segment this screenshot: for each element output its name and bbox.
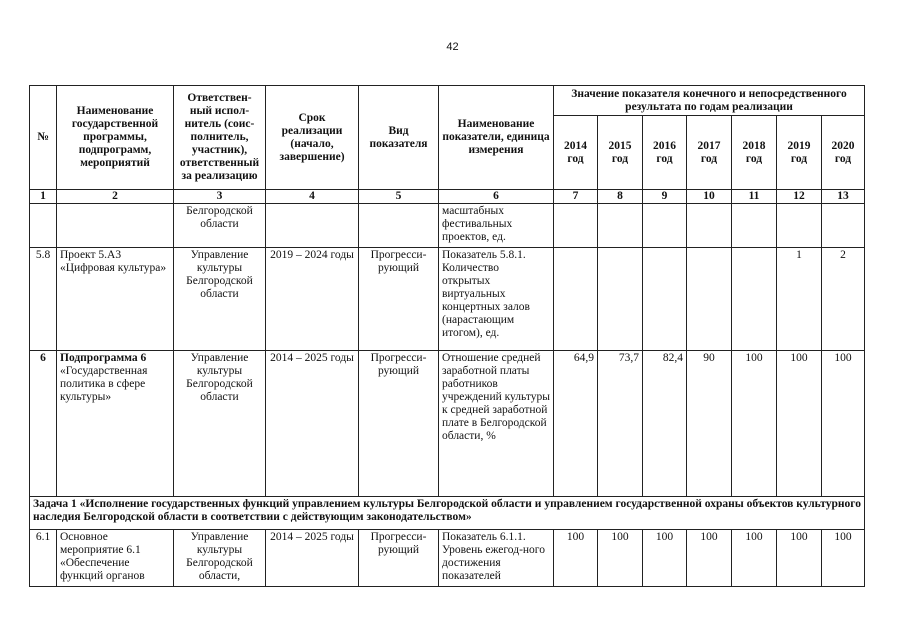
row-indicator: Отношение средней заработной платы работников учреждений культуры к средней заработной плате в Белгородской области, % xyxy=(439,351,554,497)
row-value: 1 xyxy=(777,248,822,351)
header-year: 2015 год xyxy=(598,116,643,190)
column-number: 9 xyxy=(643,190,687,204)
row-value xyxy=(554,204,598,248)
header-values-group: Значение показателя конечного и непосредственного результата по годам реализации xyxy=(554,86,865,116)
row-executor: Белгородской области xyxy=(174,204,266,248)
header-program: Наименование государственной программы, подпрограмм, мероприятий xyxy=(57,86,174,190)
row-value xyxy=(643,204,687,248)
row-value: 100 xyxy=(777,530,822,587)
row-program xyxy=(57,351,174,497)
row-value xyxy=(732,248,777,351)
row-num: 6 xyxy=(30,351,57,497)
column-number: 5 xyxy=(359,190,439,204)
row-value: 100 xyxy=(822,530,865,587)
task-text: Задача 1 «Исполнение государственных функций управлением культуры Белгородской области и управлением государственной охраны объектов культурного наследия Белгородской области в соответствии с действующим законодательством» xyxy=(30,497,865,530)
row-value: 100 xyxy=(777,351,822,497)
row-value xyxy=(732,204,777,248)
row-value: 73,7 xyxy=(598,351,643,497)
row-num: 5.8 xyxy=(30,248,57,351)
column-number: 11 xyxy=(732,190,777,204)
row-value: 100 xyxy=(554,530,598,587)
row-term: 2019 – 2024 годы xyxy=(266,248,359,351)
row-executor: Управление культуры Белгородской области xyxy=(174,248,266,351)
column-number: 6 xyxy=(439,190,554,204)
row-value: 82,4 xyxy=(643,351,687,497)
row-value: 100 xyxy=(822,351,865,497)
row-term xyxy=(266,204,359,248)
table-row xyxy=(30,351,865,497)
row-value: 100 xyxy=(732,351,777,497)
row-value xyxy=(687,248,732,351)
row-kind xyxy=(359,204,439,248)
row-value: 100 xyxy=(732,530,777,587)
row-value xyxy=(598,204,643,248)
row-indicator: масштабных фестивальных проектов, ед. xyxy=(439,204,554,248)
row-value: 100 xyxy=(643,530,687,587)
header-indicator: Наименование показатели, единица измерения xyxy=(439,86,554,190)
column-number-row xyxy=(30,190,865,204)
row-indicator: Показатель 5.8.1. Количество открытых виртуальных концертных залов (нарастающим итогом), ед. xyxy=(439,248,554,351)
row-kind: Прогресси-рующий xyxy=(359,530,439,587)
table-row xyxy=(30,248,865,351)
header-kind: Вид показателя xyxy=(359,86,439,190)
header-year: 2018 год xyxy=(732,116,777,190)
header-num: № xyxy=(30,86,57,190)
row-kind: Прогресси-рующий xyxy=(359,351,439,497)
column-number: 13 xyxy=(822,190,865,204)
column-number: 3 xyxy=(174,190,266,204)
column-number: 7 xyxy=(554,190,598,204)
table-row xyxy=(30,530,865,587)
header-row-1 xyxy=(30,86,865,116)
row-value xyxy=(777,204,822,248)
header-term: Срок реализации (начало, завершение) xyxy=(266,86,359,190)
column-number: 1 xyxy=(30,190,57,204)
row-num xyxy=(30,204,57,248)
row-value: 90 xyxy=(687,351,732,497)
row-program: Проект 5.А3 «Цифровая культура» xyxy=(57,248,174,351)
header-year: 2014 год xyxy=(554,116,598,190)
header-executor: Ответствен-ный испол-нитель (соис-полнитель, участник), ответственный за реализацию xyxy=(174,86,266,190)
row-num: 6.1 xyxy=(30,530,57,587)
row-value: 2 xyxy=(822,248,865,351)
table-row xyxy=(30,204,865,248)
row-value xyxy=(554,248,598,351)
header-year: 2017 год xyxy=(687,116,732,190)
row-term: 2014 – 2025 годы xyxy=(266,351,359,497)
row-value: 100 xyxy=(687,530,732,587)
row-value xyxy=(687,204,732,248)
row-value: 64,9 xyxy=(554,351,598,497)
row-indicator: Показатель 6.1.1. Уровень ежегод-ного достижения показателей xyxy=(439,530,554,587)
row-value xyxy=(643,248,687,351)
page-number: 42 xyxy=(446,41,459,53)
row-program: Основное мероприятие 6.1 «Обеспечение функций органов xyxy=(57,530,174,587)
header-year: 2016 год xyxy=(643,116,687,190)
header-year: 2020 год xyxy=(822,116,865,190)
column-number: 4 xyxy=(266,190,359,204)
row-value xyxy=(822,204,865,248)
column-number: 8 xyxy=(598,190,643,204)
row-value: 100 xyxy=(598,530,643,587)
indicators-table xyxy=(29,85,865,587)
task-row xyxy=(30,497,865,530)
subprogram-title: Подпрограмма 6 xyxy=(60,352,147,364)
column-number: 2 xyxy=(57,190,174,204)
row-term: 2014 – 2025 годы xyxy=(266,530,359,587)
row-value xyxy=(598,248,643,351)
column-number: 10 xyxy=(687,190,732,204)
row-executor: Управление культуры Белгородской области xyxy=(174,351,266,497)
column-number: 12 xyxy=(777,190,822,204)
subprogram-name: «Государственная политика в сфере культуры» xyxy=(60,365,148,403)
row-kind: Прогресси-рующий xyxy=(359,248,439,351)
header-year: 2019 год xyxy=(777,116,822,190)
row-executor: Управление культуры Белгородской области, xyxy=(174,530,266,587)
row-program xyxy=(57,204,174,248)
